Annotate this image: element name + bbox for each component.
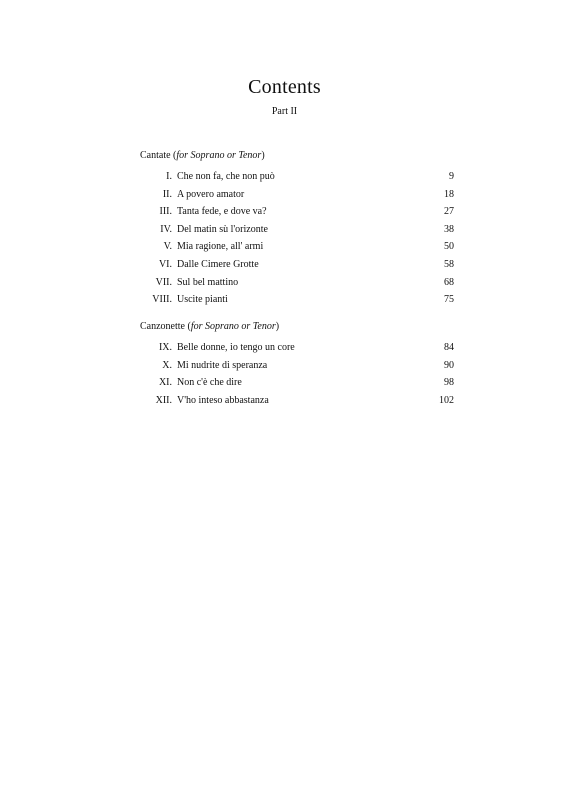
entry-numeral: II. <box>162 189 172 200</box>
entry-page-number: 38 <box>444 224 454 235</box>
entry-numeral: VI. <box>158 259 172 270</box>
entry-title: A povero amator <box>177 189 245 200</box>
toc-entry <box>0 223 569 237</box>
entry-page-number: 9 <box>449 171 454 182</box>
entry-title: Non c'è che dire <box>177 377 242 388</box>
section-heading-cantate <box>140 150 265 161</box>
section-heading-voice: for Soprano or Tenor <box>190 321 276 332</box>
entry-numeral: IX. <box>158 342 172 353</box>
entry-numeral: III. <box>159 206 172 217</box>
section-heading-main: Cantate <box>140 150 171 161</box>
section-heading-paren-close: ) <box>275 321 280 332</box>
toc-entry <box>0 240 569 254</box>
toc-entry <box>0 376 569 390</box>
entry-title: Sul bel mattino <box>177 277 239 288</box>
entry-numeral: X. <box>162 360 172 371</box>
entry-title: Uscite pianti <box>177 294 228 305</box>
entry-title: Belle donne, io tengo un core <box>177 342 295 353</box>
page-subtitle: Part II <box>271 106 298 117</box>
entry-title: Dalle Cimere Grotte <box>177 259 259 270</box>
toc-entry <box>0 394 569 408</box>
entry-numeral: IV. <box>160 224 172 235</box>
entry-numeral: XI. <box>158 377 172 388</box>
entry-page-number: 75 <box>444 294 454 305</box>
toc-entry <box>0 359 569 373</box>
entry-page-number: 27 <box>444 206 454 217</box>
section-heading-canzonette <box>140 321 279 332</box>
entry-page-number: 90 <box>444 360 454 371</box>
toc-entry <box>0 276 569 290</box>
section-heading-main: Canzonette <box>140 321 185 332</box>
entry-page-number: 18 <box>444 189 454 200</box>
toc-entry <box>0 258 569 272</box>
toc-entry <box>0 188 569 202</box>
section-heading-paren-close: ) <box>261 150 265 161</box>
entry-numeral: VII. <box>155 277 172 288</box>
toc-entry <box>0 341 569 355</box>
toc-entry <box>0 293 569 307</box>
entry-page-number: 84 <box>444 342 454 353</box>
page-title: Contents <box>248 76 321 98</box>
entry-title: Che non fa, che non può <box>177 171 275 182</box>
entry-page-number: 50 <box>444 241 454 252</box>
entry-title: Del matin sù l'orizonte <box>177 224 268 235</box>
entry-page-number: 102 <box>439 395 454 406</box>
section-heading-paren-open: ( <box>187 321 191 332</box>
toc-entry <box>0 205 569 219</box>
entry-numeral: I. <box>166 171 172 182</box>
entry-title: V'ho inteso abbastanza <box>177 395 269 406</box>
entry-title: Mia ragione, all' armi <box>177 241 264 252</box>
entry-numeral: VIII. <box>152 294 172 305</box>
section-heading-voice: for Soprano or Tenor <box>176 150 262 161</box>
toc-entry <box>0 170 569 184</box>
entry-page-number: 58 <box>444 259 454 270</box>
entry-title: Tanta fede, e dove va? <box>177 206 267 217</box>
entry-numeral: V. <box>163 241 172 252</box>
entry-page-number: 98 <box>444 377 454 388</box>
entry-page-number: 68 <box>444 277 454 288</box>
section-heading-paren-open: ( <box>173 150 177 161</box>
entry-numeral: XII. <box>155 395 172 406</box>
entry-title: Mi nudrite di speranza <box>177 360 268 371</box>
